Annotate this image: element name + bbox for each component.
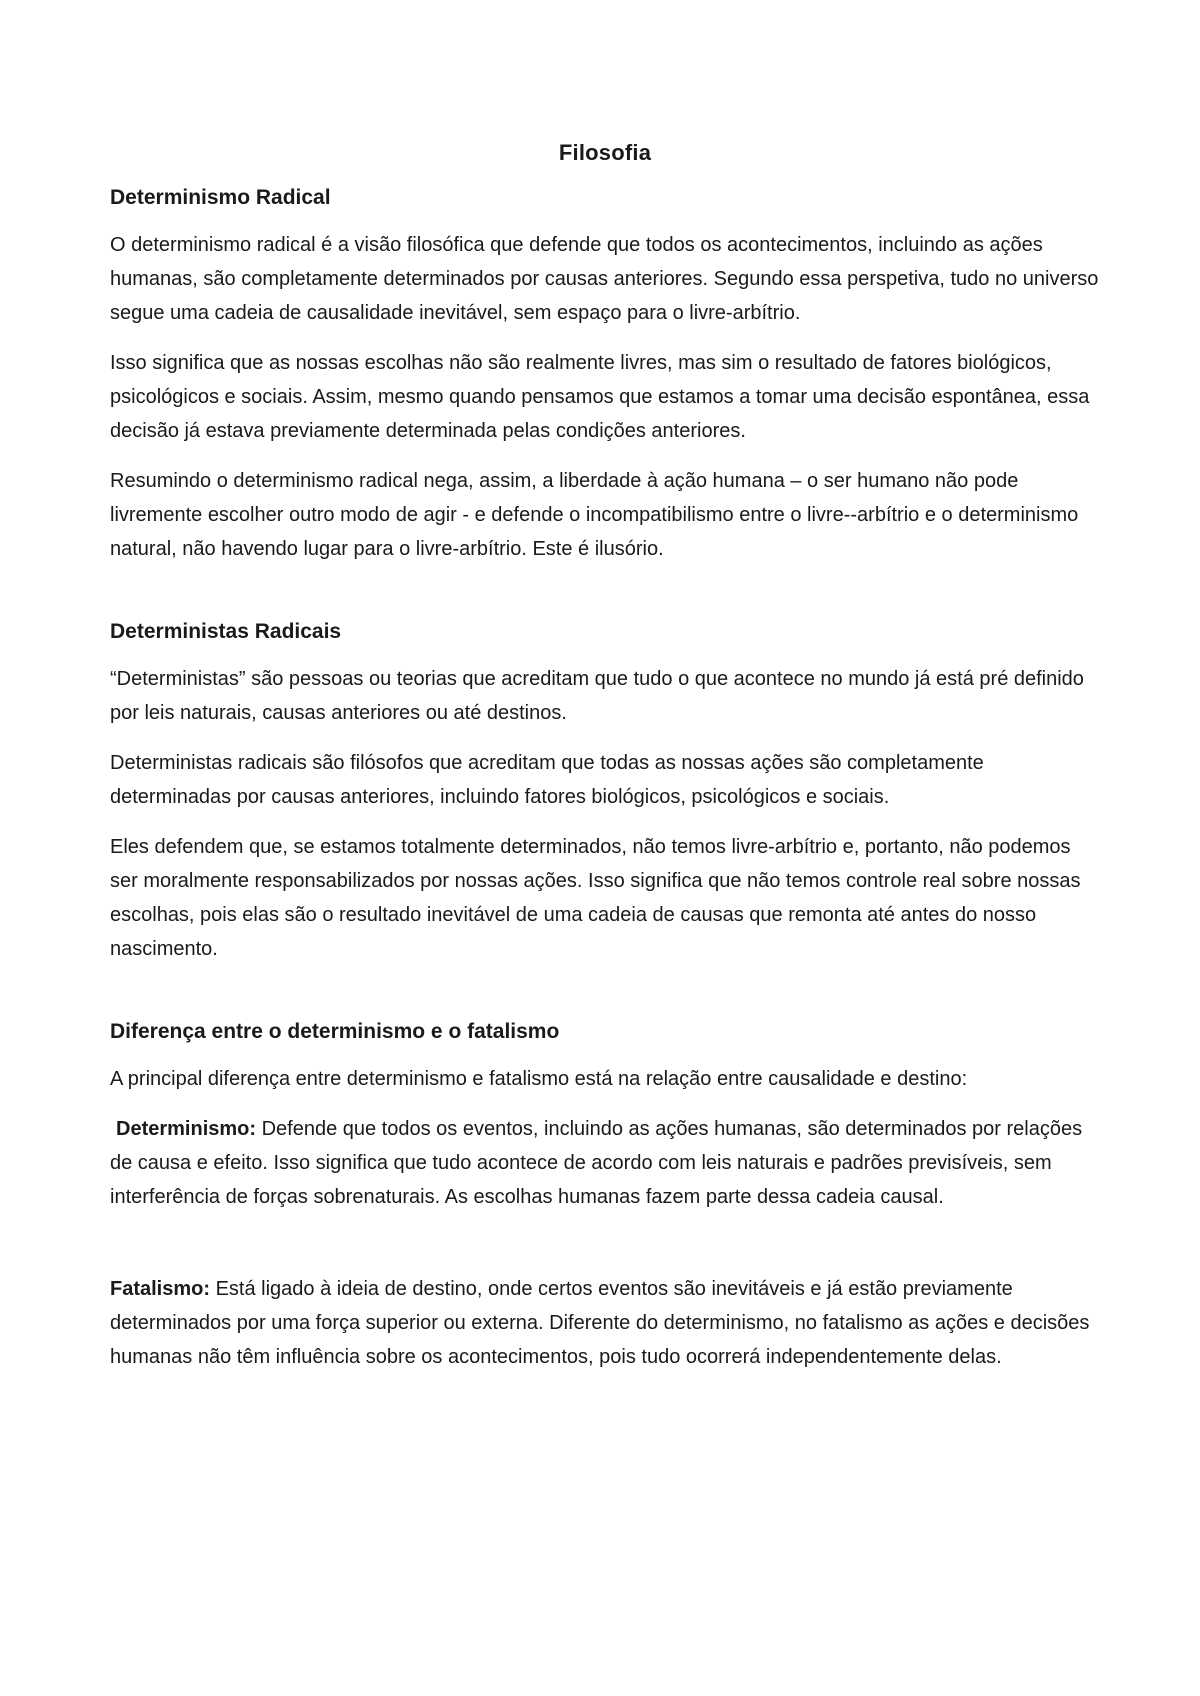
paragraph: “Deterministas” são pessoas ou teorias que acreditam que tudo o que acontece no mundo já está pré definido por leis naturais, causas anteriores ou até destinos. — [110, 668, 1084, 724]
paragraph: Isso significa que as nossas escolhas não são realmente livres, mas sim o resultado de fatores biológicos, psicológicos e sociais. Assim, mesmo quando pensamos que estamos a tomar uma decisão espontânea, essa decisão já estava previamente determinada pelas condições anteriores. — [110, 352, 1090, 442]
section-heading-determinismo-radical: Determinismo Radical — [110, 186, 331, 209]
section-heading-diferenca: Diferença entre o determinismo e o fatalismo — [110, 1020, 560, 1043]
definition-text: Defende que todos os eventos, incluindo as ações humanas, são determinados por relações de causa e efeito. Isso significa que tudo acontece de acordo com leis naturais e padrões previsíveis, sem interferência de forças sobrenaturais. As escolhas humanas fazem parte dessa cadeia causal. — [110, 1118, 1083, 1208]
document-page — [110, 140, 1100, 1390]
paragraph: A principal diferença entre determinismo e fatalismo está na relação entre causalidade e destino: — [110, 1068, 968, 1090]
paragraph: Resumindo o determinismo radical nega, assim, a liberdade à ação humana – o ser humano não pode livremente escolher outro modo de agir - e defende o incompatibilismo entre o livre--arbítrio e o determinismo natural, não havendo lugar para o livre-arbítrio. Este é ilusório. — [110, 470, 1079, 560]
section-heading-deterministas-radicais: Deterministas Radicais — [110, 620, 342, 643]
paragraph: Deterministas radicais são filósofos que acreditam que todas as nossas ações são completamente determinadas por causas anteriores, incluindo fatores biológicos, psicológicos e sociais. — [110, 752, 984, 808]
definition-text: Está ligado à ideia de destino, onde certos eventos são inevitáveis e já estão previamente determinados por uma força superior ou externa. Diferente do determinismo, no fatalismo as ações e decisões humanas não têm influência sobre os acontecimentos, pois tudo ocorrerá independentemente delas. — [110, 1278, 1090, 1368]
paragraph: Eles defendem que, se estamos totalmente determinados, não temos livre-arbítrio e, portanto, não podemos ser moralmente responsabilizados por nossas ações. Isso significa que não temos controle real sobre nossas escolhas, pois elas são o resultado inevitável de uma cadeia de causas que remonta até antes do nosso nascimento. — [110, 836, 1081, 960]
term-fatalismo: Fatalismo: — [110, 1278, 211, 1300]
document-title: Filosofia — [558, 140, 652, 165]
determinismo-definition — [110, 1112, 1100, 1214]
paragraph: O determinismo radical é a visão filosófica que defende que todos os acontecimentos, incluindo as ações humanas, são completamente determinados por causas anteriores. Segundo essa perspetiva, tudo no universo segue uma cadeia de causalidade inevitável, sem espaço para o livre-arbítrio. — [110, 234, 1099, 324]
section-spacer — [110, 582, 1100, 620]
section-spacer — [110, 1230, 1100, 1272]
term-determinismo: Determinismo: — [116, 1118, 257, 1140]
fatalismo-definition — [110, 1272, 1100, 1374]
section-spacer — [110, 982, 1100, 1020]
